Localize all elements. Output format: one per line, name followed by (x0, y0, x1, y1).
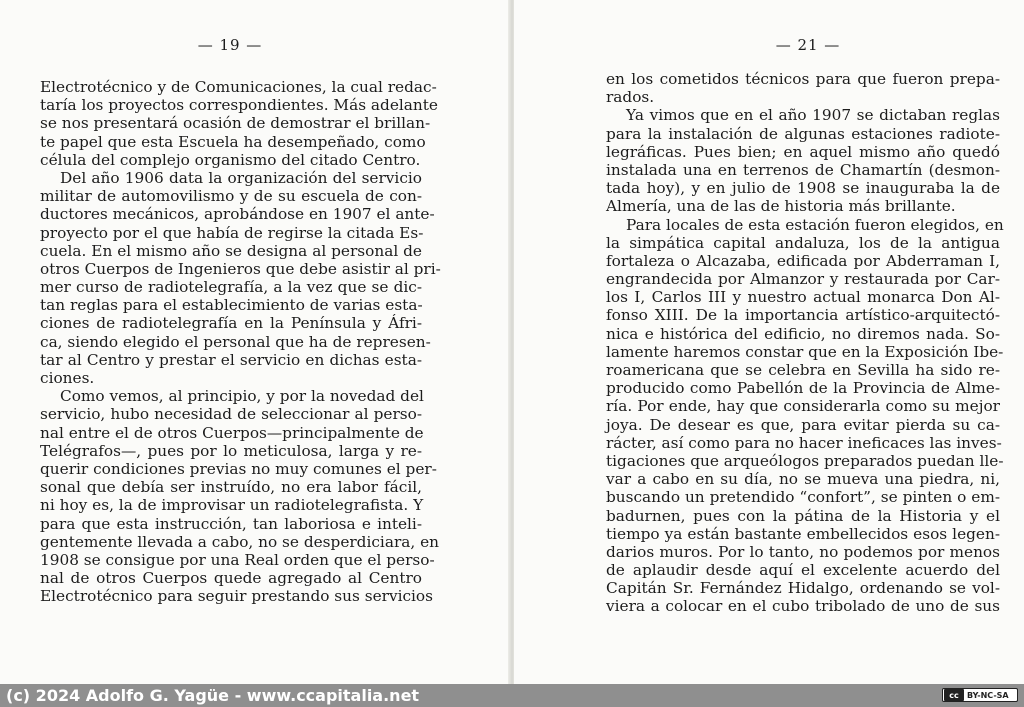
text-line: los I, Carlos III y nuestro actual monarca Don Al- (606, 288, 1000, 307)
text-line: servicio, hubo necesidad de seleccionar al perso- (40, 405, 422, 424)
text-line: proyecto por el que había de regirse la citada Es- (40, 223, 424, 242)
right-page (514, 0, 1024, 684)
license-label: BY-NC-SA (967, 690, 1009, 700)
text-line: Capitán Sr. Fernández Hidalgo, ordenando se vol- (606, 579, 1000, 598)
text-line: legráficas. Pues bien; en aquel mismo año quedó (606, 142, 1000, 161)
text-line: fonso XIII. De la importancia artístico-arquitectó- (606, 306, 1000, 325)
copyright-credit: (c) 2024 Adolfo G. Yagüe - www.ccapitalia.net (6, 686, 420, 705)
text-line: tan reglas para el establecimiento de varias esta- (40, 296, 423, 315)
text-line: querir condiciones previas no muy comunes el per- (40, 459, 437, 478)
license-badge[interactable] (942, 688, 1018, 702)
body-text (40, 78, 441, 606)
text-line: la simpática capital andaluza, los de la antigua (606, 233, 1000, 252)
text-line: viera a colocar en el cubo tribolado de uno de sus (606, 597, 1000, 616)
body-text (606, 70, 1004, 616)
page-number: — 19 — (197, 36, 263, 54)
text-line: nal entre el de otros Cuerpos—principalmente de (40, 423, 424, 442)
text-line: Del año 1906 data la organización del servicio (60, 168, 422, 187)
text-line: cuela. En el mismo año se designa al personal de (40, 241, 422, 260)
text-line: ría. Por ende, hay que considerarla como su mejor (606, 397, 1000, 416)
text-line: militar de automovilismo y de su escuela de con- (40, 187, 422, 206)
text-line: gentemente llevada a cabo, no se desperdiciara, en (40, 532, 440, 551)
text-line: lamente haremos constar que en la Exposición Ibe- (606, 342, 1004, 361)
text-line: tigaciones que arqueólogos preparados puedan lle- (606, 451, 1004, 470)
text-line: Almería, una de las de historia más brillante. (606, 197, 956, 216)
text-line: fortaleza o Alcazaba, edificada por Abderraman I, (606, 251, 1000, 270)
text-line: se nos presentará ocasión de demostrar el brillan- (40, 114, 431, 133)
text-line: Electrotécnico y de Comunicaciones, la cual redac- (40, 78, 437, 96)
text-line: badurnen, pues con la pátina de la Historia y el (606, 506, 1000, 525)
creative-commons-icon: cc (944, 689, 964, 701)
left-page (0, 0, 510, 684)
text-line: joya. De desear es que, para evitar pierda su ca- (606, 415, 1000, 434)
text-line: otros Cuerpos de Ingenieros que debe asistir al pri- (40, 259, 441, 278)
text-line: producido como Pabellón de la Provincia de Alme- (606, 379, 1000, 398)
text-line: tada hoy), y en julio de 1908 se inauguraba la de (606, 179, 1000, 198)
text-line: ca, siendo elegido el personal que ha de represen- (40, 332, 431, 351)
text-line: de aplaudir desde aquí el excelente acuerdo del (606, 561, 1000, 580)
text-line: Ya vimos que en el año 1907 se dictaban reglas (626, 106, 1000, 125)
text-line: ciones. (40, 369, 95, 387)
text-line: instalada una en terrenos de Chamartín (desmon- (606, 160, 1000, 179)
text-line: nal de otros Cuerpos quede agregado al Centro (40, 569, 422, 588)
text-line: rados. (606, 88, 655, 107)
text-line: buscando un pretendido “confort”, se pinten o em- (606, 488, 1000, 507)
text-line: te papel que esta Escuela ha desempeñado, como (40, 132, 426, 151)
text-line: engrandecida por Almanzor y restaurada por Car- (606, 270, 1000, 289)
text-line: para que esta instrucción, tan laboriosa e inteli- (40, 514, 422, 533)
copyright-footer (0, 684, 1024, 707)
text-line: var a cabo en su día, no se mueva una piedra, ni, (606, 470, 1000, 489)
text-line: roamericana que se celebra en Sevilla ha sido re- (606, 361, 1000, 379)
text-line: darios muros. Por lo tanto, no podemos por menos (606, 542, 1000, 561)
text-line: rácter, así como para no hacer ineficaces las inves- (606, 433, 1002, 452)
text-line: mer curso de radiotelegrafía, a la vez que se dic- (40, 278, 422, 297)
text-line: tar al Centro y prestar el servicio en dichas esta- (40, 350, 422, 369)
text-line: ductores mecánicos, aprobándose en 1907 el ante- (40, 205, 435, 224)
text-line: Electrotécnico para seguir prestando sus servicios (40, 587, 433, 606)
text-line: tiempo ya están bastante embellecidos esos legen- (606, 524, 1000, 543)
text-line: Telégrafos—, pues por lo meticulosa, larga y re- (40, 441, 422, 460)
text-line: sonal que debía ser instruído, no era labor fácil, (40, 478, 422, 497)
text-line: célula del complejo organismo del citado Centro. (40, 150, 421, 169)
text-line: para la instalación de algunas estaciones radiote- (606, 124, 1000, 143)
text-line: Para locales de esta estación fueron elegidos, en (626, 215, 1004, 234)
text-line: taría los proyectos correspondientes. Más adelante (40, 96, 438, 115)
text-line: nica e histórica del edificio, no diremos nada. So- (606, 324, 1000, 343)
text-line: Como vemos, al principio, y por la novedad del (60, 387, 424, 406)
text-line: en los cometidos técnicos para que fueron prepa- (606, 70, 1000, 88)
text-line: 1908 se consigue por una Real orden que el perso- (40, 550, 435, 569)
text-line: ni hoy es, la de improvisar un radiotelegrafista. Y (40, 496, 424, 515)
text-line: ciones de radiotelegrafía en la Península y Áfri- (40, 314, 422, 333)
page-number: — 21 — (775, 36, 841, 54)
